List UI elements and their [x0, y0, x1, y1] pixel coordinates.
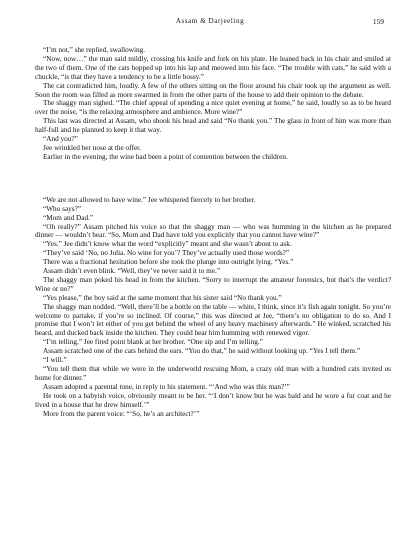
body-text: [35, 46, 391, 418]
paragraph: “I’m not,” she replied, swallowing.: [43, 46, 146, 54]
running-header: [0, 17, 420, 29]
section-two: [35, 196, 391, 419]
paragraph: “Yes.” Jee didn’t know what the word “explicitly” meant and she wasn’t about to ask.: [43, 240, 292, 249]
paragraph: “I’m telling,” Jee fired point blank at her brother. “One sip and I’m telling.”: [43, 338, 263, 347]
paragraph: “You tell them that while we were in the underworld rescuing Mom, a crazy old man with a hundred cats invited us home for dinner.”: [35, 365, 391, 382]
paragraph: The shaggy man sighed. “The chief appeal of spending a nice quiet evening at home,” he said, loudly so as to be heard over the noise, “is the relaxing atmosphere and ambience. More wine?”: [35, 99, 391, 117]
paragraph: “Yes please,” the boy said at the same moment that his sister said “No thank you.”: [43, 293, 282, 302]
paragraph: “And you?”: [43, 135, 78, 144]
paragraph: Earlier in the evening, the wine had been a point of contention between the children.: [43, 152, 288, 161]
paragraph: Jee wrinkled her nose at the offer.: [43, 143, 141, 152]
paragraph: “Mom and Dad.”: [43, 213, 94, 222]
paragraph: Assam scratched one of the cats behind the ears. “You do that,” he said without looking up. “Yes I tell them.”: [43, 347, 361, 356]
paragraph: There was a fractional hesitation before she took the plunge into outright lying. “Yes.”: [43, 258, 294, 267]
paragraph: “I will.”: [43, 356, 67, 365]
paragraph: “We are not allowed to have wine.” Jee whispered fiercely to her brother.: [43, 195, 256, 204]
paragraph: The shaggy man poked his head in from the kitchen. “Sorry to interrupt the amateur forensics, but that’s the verdict? Wine or no?”: [35, 275, 391, 293]
section-one: [35, 46, 391, 162]
paragraph: He took on a babyish voice, obviously meant to be her. “‘I don’t know but he was bald and he wore a fur coat and he lived in a house that he drew himself.’”: [35, 391, 391, 409]
paragraph: Assam didn’t even blink. “Well, they’ve never said it to me.”: [43, 267, 221, 276]
paragraph: The cat contradicted him, loudly. A few of the others sitting on the floor around his chair took up the argument as well. Soon the room was filled as more swarmed in from the other parts of the house to add their opinion to the debate.: [35, 81, 391, 99]
paragraph: More from the parent voice: “‘So, he’s an architect?’”: [43, 409, 200, 418]
paragraph: “They’ve said ‘No, no Julia. No wine for you’? They’ve actually used those words?”: [43, 249, 290, 258]
paragraph: Assam adopted a parental tone, in reply to his statement. “‘And who was this man?’”: [43, 382, 290, 391]
section-break: [35, 162, 391, 196]
paragraph: “Now, now…” the man said mildly, crossing his knife and fork on his plate. He leaned back in his chair and smiled at the two of them. One of the cats hopped up into his lap and meowed into his face. “The trouble with cats,” he said with a chuckle, “is that they have a tendency to be a little bossy.”: [35, 54, 391, 81]
paragraph: “Oh really?” Assam pitched his voice so that the shaggy man — who was humming in the kitchen as he prepared dinner — wouldn’t hear. “So, Mom and Dad have told you explicitly that you cannot have wine?”: [35, 222, 391, 240]
page-number: 159: [372, 17, 384, 26]
paragraph: This last was directed at Assam, who shook his head and said “No thank you.” The glass in front of him was more than half-full and he planned to keep it that way.: [35, 117, 391, 135]
paragraph: “Who says?”: [43, 204, 82, 213]
paragraph: The shaggy man nodded. “Well, there’ll be a bottle on the table — white, I think, since it’s fish again tonight. So you’re welcome to partake, if you’re so inclined. Of course,” this was directed at Jee, “there’s no obligation to do so. And I promise that I won’t let either of you get behind the wheel of any heavy machinery afterwards.” He winked, scratched his beard, and ducked back inside the kitchen. They could hear him humming with renewed vigor.: [35, 302, 391, 338]
running-title: Assam & Darjeeling: [175, 17, 245, 25]
